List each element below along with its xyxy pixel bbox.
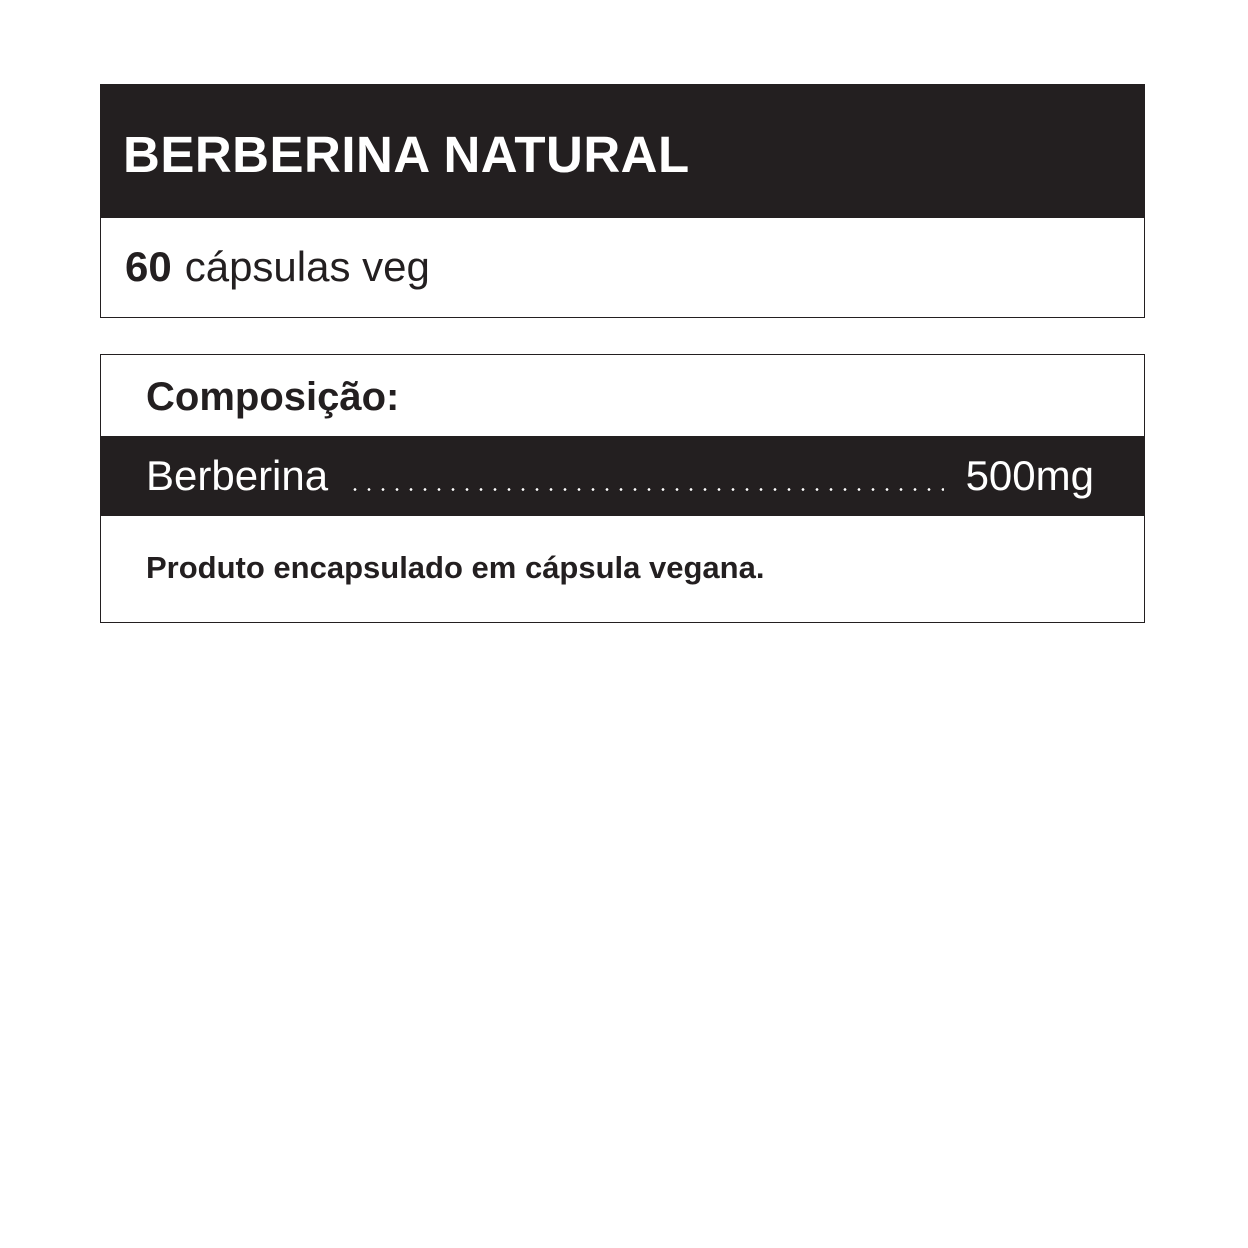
capsule-unit: cápsulas veg: [184, 243, 430, 290]
product-name: BERBERINA NATURAL: [123, 126, 690, 183]
composition-note: Produto encapsulado em cápsula vegana.: [146, 550, 765, 585]
dotted-leader: [348, 488, 943, 491]
ingredient-amount: 500mg: [965, 452, 1094, 499]
capsule-count: 60: [125, 243, 172, 290]
ingredient-name: Berberina: [146, 452, 329, 499]
composition-title: Composição:: [146, 375, 400, 419]
capsule-count-row: [101, 218, 1144, 316]
product-title-bar: [101, 85, 1144, 218]
ingredient-row: [101, 436, 1144, 516]
composition-note-row: [101, 516, 1144, 622]
composition-title-row: [101, 355, 1144, 436]
composition-box: [100, 354, 1145, 623]
product-header-box: [100, 84, 1145, 318]
